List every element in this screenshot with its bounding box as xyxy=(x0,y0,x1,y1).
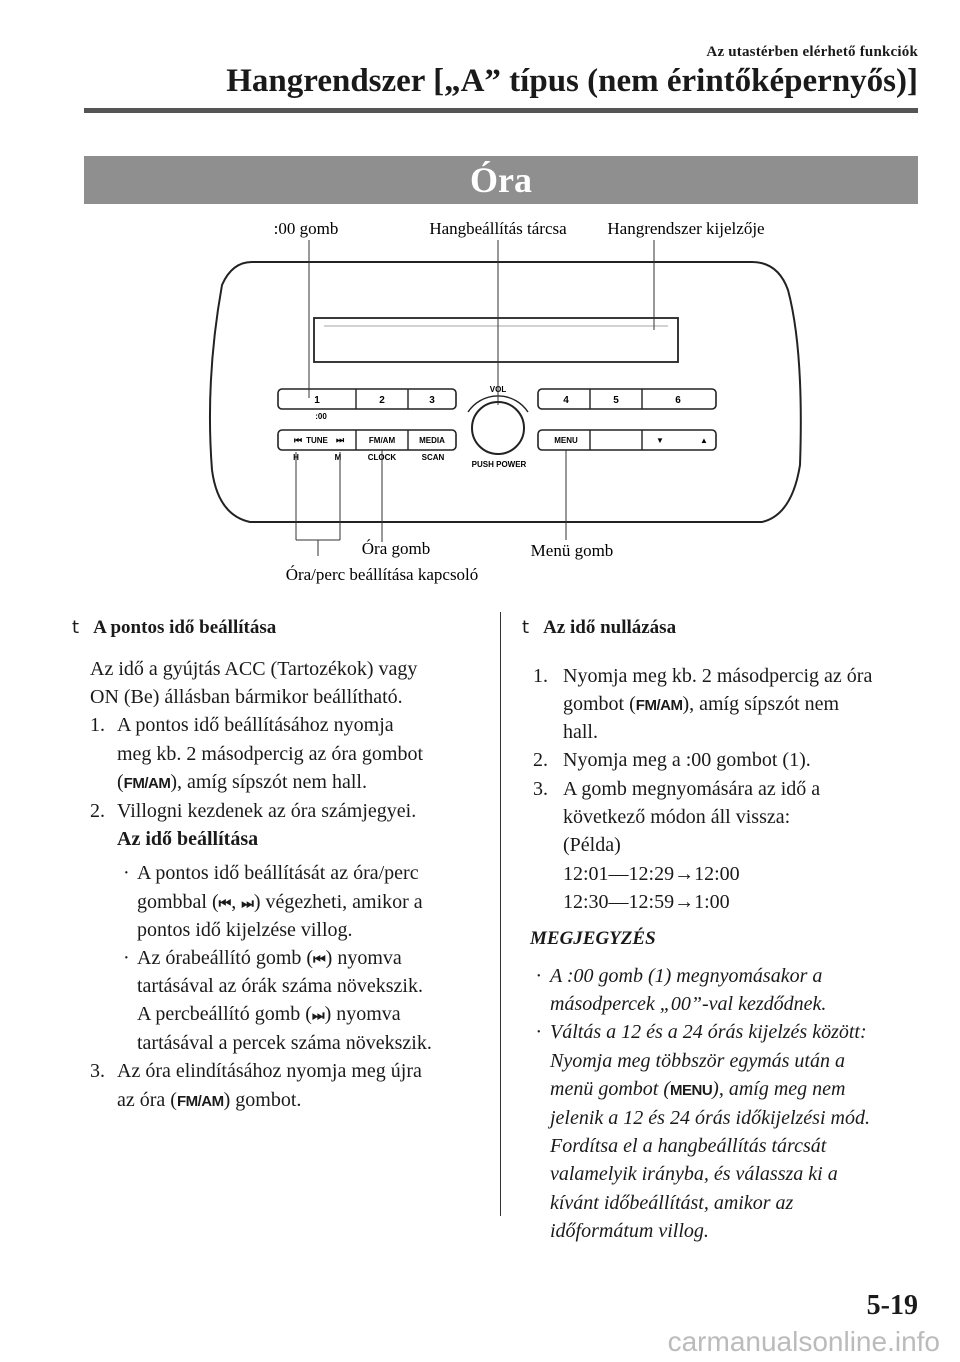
preset-4-label: 4 xyxy=(563,395,569,406)
step3-line2 xyxy=(117,1086,301,1117)
bullet1-line2: gombbal (⏮, ⏭) végezheti, amikor a xyxy=(137,891,423,913)
preset-5-label: 5 xyxy=(613,395,619,406)
column-divider xyxy=(500,612,501,1216)
header-title: Hangrendszer [„A” típus (nem érintőképernyős)] xyxy=(226,63,918,99)
menu-button-icon: MENU xyxy=(669,1082,713,1099)
bullet2-line1a: Az órabeállító gomb ( xyxy=(137,947,314,969)
preset-buttons-left xyxy=(278,389,456,421)
section-title: Óra xyxy=(84,156,918,204)
clock-label: CLOCK xyxy=(367,453,397,462)
seek-forward-icon: ⏭ xyxy=(311,1008,325,1024)
radio-panel-diagram xyxy=(0,0,960,600)
reset-step1-line2b: ), amíg sípszót nem xyxy=(682,693,840,715)
right-heading-text: Az idő nullázása xyxy=(543,617,677,638)
function-buttons-right xyxy=(538,430,716,450)
seek-forward-glyph: ⏭ xyxy=(335,435,345,445)
callout-menu-button: Menü gomb xyxy=(530,541,614,560)
down-arrow-icon: ▼ xyxy=(656,436,664,445)
reset-step1-line1: Nyomja meg kb. 2 másodpercig az óra xyxy=(563,665,873,687)
header-subtitle: Az utastérben elérhető funkciók xyxy=(706,44,918,60)
left-heading-text: A pontos idő beállítása xyxy=(93,617,277,638)
callout-clock-button: Óra gomb xyxy=(361,539,431,558)
up-arrow-icon: ▲ xyxy=(700,436,708,445)
reset-step3-line3: (Példa) xyxy=(563,834,621,856)
callout-audio-dial: Hangbeállítás tárcsa xyxy=(429,219,567,238)
preset-1-label: 1 xyxy=(314,395,320,406)
reset-step1-number: 1. xyxy=(533,665,548,687)
function-buttons-left xyxy=(278,430,456,462)
step3-line2b: ) gombot. xyxy=(223,1089,302,1111)
reset-step1-line2 xyxy=(563,690,839,721)
reset-step3-number: 3. xyxy=(533,778,548,800)
left-subheading: Az idő beállítása xyxy=(117,828,259,850)
seek-back-icon: ⏮ xyxy=(313,952,326,968)
note2-line4: jelenik a 12 és 24 órás időkijelzési mód. xyxy=(550,1107,870,1129)
zero-label: :00 xyxy=(315,412,327,421)
bullet2-line3b: ) nyomva xyxy=(324,1003,401,1025)
preset-buttons-right xyxy=(538,389,716,409)
h-label: H xyxy=(293,453,299,462)
fmam-button-icon: FM/AM xyxy=(123,775,171,792)
seek-back-icon: ⏮ xyxy=(218,896,232,912)
scan-label: SCAN xyxy=(421,453,445,462)
reset-step1-line3: hall. xyxy=(563,721,598,743)
note-title: MEGJEGYZÉS xyxy=(530,928,656,949)
step3-number: 3. xyxy=(90,1060,105,1082)
step3-line1: Az óra elindításához nyomja meg újra xyxy=(117,1060,422,1082)
step1-line3-text: ), amíg sípszót nem hall. xyxy=(170,771,367,793)
note2-line3 xyxy=(550,1075,845,1106)
note2-line2: Nyomja meg többször egymás után a xyxy=(550,1050,845,1072)
bullet1-line3: pontos idő kijelzése villog. xyxy=(137,919,353,941)
callout-zero-button: :00 gomb xyxy=(273,219,339,238)
note2-line8: időformátum villog. xyxy=(550,1220,709,1242)
note1-line2: másodpercek „00”-val kezdődnek. xyxy=(550,993,827,1015)
callout-hour-minute-switch: Óra/perc beállítása kapcsoló xyxy=(285,565,479,584)
step1-line1: A pontos idő beállításához nyomja xyxy=(117,714,394,736)
fmam-button-icon: FM/AM xyxy=(635,697,683,714)
section-marker-icon: t xyxy=(72,617,80,638)
left-heading xyxy=(72,617,276,639)
bullet1-line2a: gombbal ( xyxy=(137,891,219,913)
note1-line1: · A :00 gomb (1) megnyomásakor a xyxy=(550,962,822,991)
bullet2-line3 xyxy=(137,1000,401,1031)
menu-label: MENU xyxy=(554,436,578,445)
step1-line3: (FM/AM), amíg sípszót nem hall. xyxy=(117,771,367,793)
preset-6-label: 6 xyxy=(675,395,681,406)
callout-display: Hangrendszer kijelzője xyxy=(607,219,765,238)
page-number: 5-19 xyxy=(866,1290,918,1321)
bullet2-line1b: ) nyomva xyxy=(325,947,402,969)
watermark: carmanualsonline.info xyxy=(667,1326,940,1357)
preset-2-label: 2 xyxy=(379,395,385,406)
step2-text: Villogni kezdenek az óra számjegyei. xyxy=(117,800,417,822)
bullet2-line2: tartásával az órák száma növekszik. xyxy=(137,975,423,997)
note2-line1: · Váltás a 12 és a 24 órás kijelzés között: xyxy=(550,1018,867,1047)
fmam-button-icon: FM/AM xyxy=(176,1093,224,1110)
reset-step2-number: 2. xyxy=(533,749,548,771)
reset-step3-line5: 12:30―12:59→1:00 xyxy=(563,891,730,913)
note2-line3a: menü gombot ( xyxy=(550,1078,670,1100)
bullet2-line3a: A percbeállító gomb ( xyxy=(137,1003,312,1025)
note2-line6: valamelyik irányba, és válassza ki a xyxy=(550,1163,838,1185)
note2-line5: Fordítsa el a hangbeállítás tárcsát xyxy=(550,1135,827,1157)
display-window xyxy=(314,318,678,362)
callout-leader-lines xyxy=(293,240,654,556)
left-intro-2: ON (Be) állásban bármikor beállítható. xyxy=(90,686,403,708)
step2-number: 2. xyxy=(90,800,105,822)
fmam-label: FM/AM xyxy=(368,436,396,445)
preset-3-label: 3 xyxy=(429,395,435,406)
right-heading xyxy=(522,617,676,639)
step1-number: 1. xyxy=(90,714,105,736)
bullet2-line4: tartásával a percek száma növekszik. xyxy=(137,1032,432,1054)
reset-step3-line1: A gomb megnyomására az idő a xyxy=(563,778,821,800)
reset-step3-line4: 12:01―12:29→12:00 xyxy=(563,863,740,885)
reset-step1-line2a: gombot ( xyxy=(563,693,636,715)
note2-line3b: ), amíg meg nem xyxy=(712,1078,846,1100)
push-power-label: PUSH POWER xyxy=(471,460,527,469)
reset-step2-text: Nyomja meg a :00 gombot (1). xyxy=(563,749,811,771)
bullet1-line2b: ) végezheti, amikor a xyxy=(253,891,423,913)
left-intro-1: Az idő a gyújtás ACC (Tartozékok) vagy xyxy=(90,658,418,680)
tune-label: TUNE xyxy=(306,436,328,445)
vol-label: VOL xyxy=(489,385,507,394)
bullet1-line1: · A pontos idő beállítását az óra/perc xyxy=(137,859,419,888)
audio-dial-knob xyxy=(472,402,524,454)
section-marker-icon: t xyxy=(522,617,530,638)
step3-line2a: az óra ( xyxy=(117,1089,177,1111)
note2-line7: kívánt időbeállítást, amikor az xyxy=(550,1192,794,1214)
m-label: M xyxy=(334,453,342,462)
reset-step3-line2: következő módon áll vissza: xyxy=(563,806,791,828)
step1-line2: meg kb. 2 másodpercig az óra gombot xyxy=(117,743,424,765)
bullet2-line1 xyxy=(137,944,402,975)
seek-forward-icon: ⏭ xyxy=(241,896,254,912)
media-label: MEDIA xyxy=(419,436,445,445)
seek-back-glyph: ⏮ xyxy=(293,435,303,445)
